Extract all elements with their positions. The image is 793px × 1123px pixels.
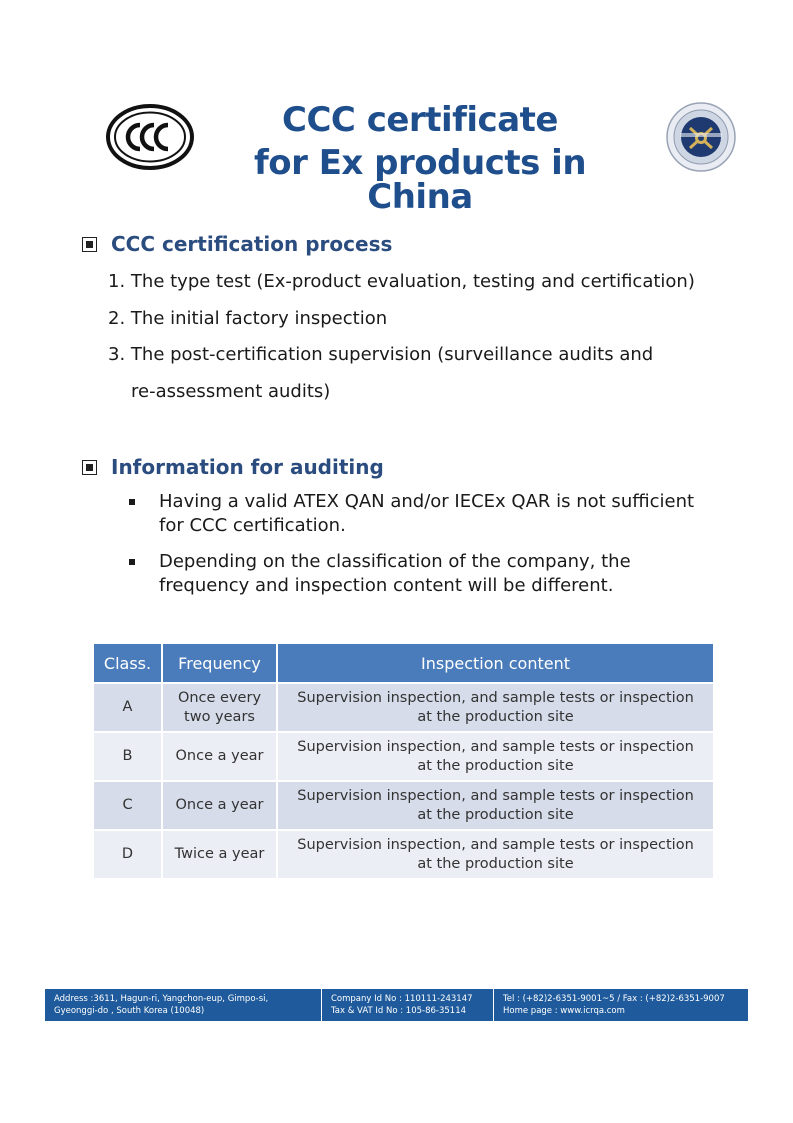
footer-line: Address :3611, Hagun-ri, Yangchon-eup, Gimpo-si, <box>54 994 269 1004</box>
list-number: 3. <box>108 344 126 365</box>
table-row <box>94 683 713 732</box>
cell-content <box>277 683 713 732</box>
footer-line: Home page : www.icrqa.com <box>503 1006 625 1016</box>
footer-line: Tel : (+82)2-6351-9001~5 / Fax : (+82)2-6351-9007 <box>503 994 725 1004</box>
cell-line: Supervision inspection, and sample tests or inspection <box>297 689 694 706</box>
list-item <box>108 310 387 328</box>
cell-class: B <box>94 732 162 781</box>
list-number: 2. <box>108 308 126 329</box>
page-title-line1: CCC certificate <box>282 100 558 140</box>
section-heading-text: Information for auditing <box>111 455 384 479</box>
square-bullet-icon <box>82 460 97 475</box>
bullet-line: frequency and inspection content will be different. <box>159 575 614 596</box>
cell-line: at the production site <box>417 806 574 823</box>
list-text: The type test (Ex-product evaluation, testing and certification) <box>130 271 695 292</box>
cell-class: D <box>94 830 162 878</box>
list-text: The initial factory inspection <box>130 308 388 329</box>
cell-frequency <box>162 781 277 830</box>
cell-content <box>277 830 713 878</box>
square-bullet-icon <box>82 237 97 252</box>
bullet-line: for CCC certification. <box>159 515 346 536</box>
cell-line: Supervision inspection, and sample tests or inspection <box>297 836 694 853</box>
inspection-table <box>94 644 713 878</box>
cell-line: Twice a year <box>174 846 265 862</box>
table-row <box>94 732 713 781</box>
list-number: 1. <box>108 271 126 292</box>
bullet-line: Depending on the classification of the company, the <box>159 551 631 572</box>
cell-frequency <box>162 683 277 732</box>
cell-content <box>277 781 713 830</box>
cell-class: A <box>94 683 162 732</box>
bullet-item <box>129 550 729 598</box>
cell-line: Supervision inspection, and sample tests or inspection <box>297 787 694 804</box>
section-heading-process <box>82 232 392 256</box>
ccc-logo <box>106 104 194 170</box>
cell-line: Once a year <box>175 748 264 764</box>
cell-line: at the production site <box>417 708 574 725</box>
section-heading-text: CCC certification process <box>111 232 393 256</box>
footer-line: Tax & VAT Id No : 105-86-35114 <box>331 1006 467 1016</box>
section-heading-auditing <box>82 455 384 479</box>
cell-content <box>277 732 713 781</box>
table-row <box>94 781 713 830</box>
list-item-continuation: re-assessment audits) <box>131 381 331 402</box>
list-item <box>108 346 653 364</box>
list-item <box>108 273 695 291</box>
cell-frequency <box>162 830 277 878</box>
bullet-icon <box>129 559 135 565</box>
column-header-inspection-content: Inspection content <box>277 644 713 683</box>
cell-line: Once a year <box>175 797 264 813</box>
footer-line: Gyeonggi-do , South Korea (10048) <box>54 1006 205 1016</box>
cell-class: C <box>94 781 162 830</box>
icr-seal-logo <box>666 102 736 172</box>
column-header-class: Class. <box>94 644 162 683</box>
footer-line: Company Id No : 110111-243147 <box>331 994 473 1004</box>
cell-line: at the production site <box>417 757 574 774</box>
bullet-line: Having a valid ATEX QAN and/or IECEx QAR is not sufficient <box>159 491 695 512</box>
footer-contact <box>494 989 748 1021</box>
cell-line: at the production site <box>417 855 574 872</box>
cell-line: Once every <box>177 689 262 706</box>
bullet-icon <box>129 499 135 505</box>
table-row <box>94 830 713 878</box>
footer-bar <box>45 989 748 1021</box>
cell-line: two years <box>184 708 255 725</box>
cell-line: Supervision inspection, and sample tests or inspection <box>297 738 694 755</box>
footer-company-ids <box>322 989 494 1021</box>
list-text: The post-certification supervision (surveillance audits and <box>130 344 654 365</box>
footer-address <box>45 989 322 1021</box>
bullet-item <box>129 490 729 538</box>
column-header-frequency: Frequency <box>162 644 277 683</box>
page-title-line2: for Ex products in China <box>253 143 587 217</box>
cell-frequency <box>162 732 277 781</box>
table-header-row <box>94 644 713 683</box>
